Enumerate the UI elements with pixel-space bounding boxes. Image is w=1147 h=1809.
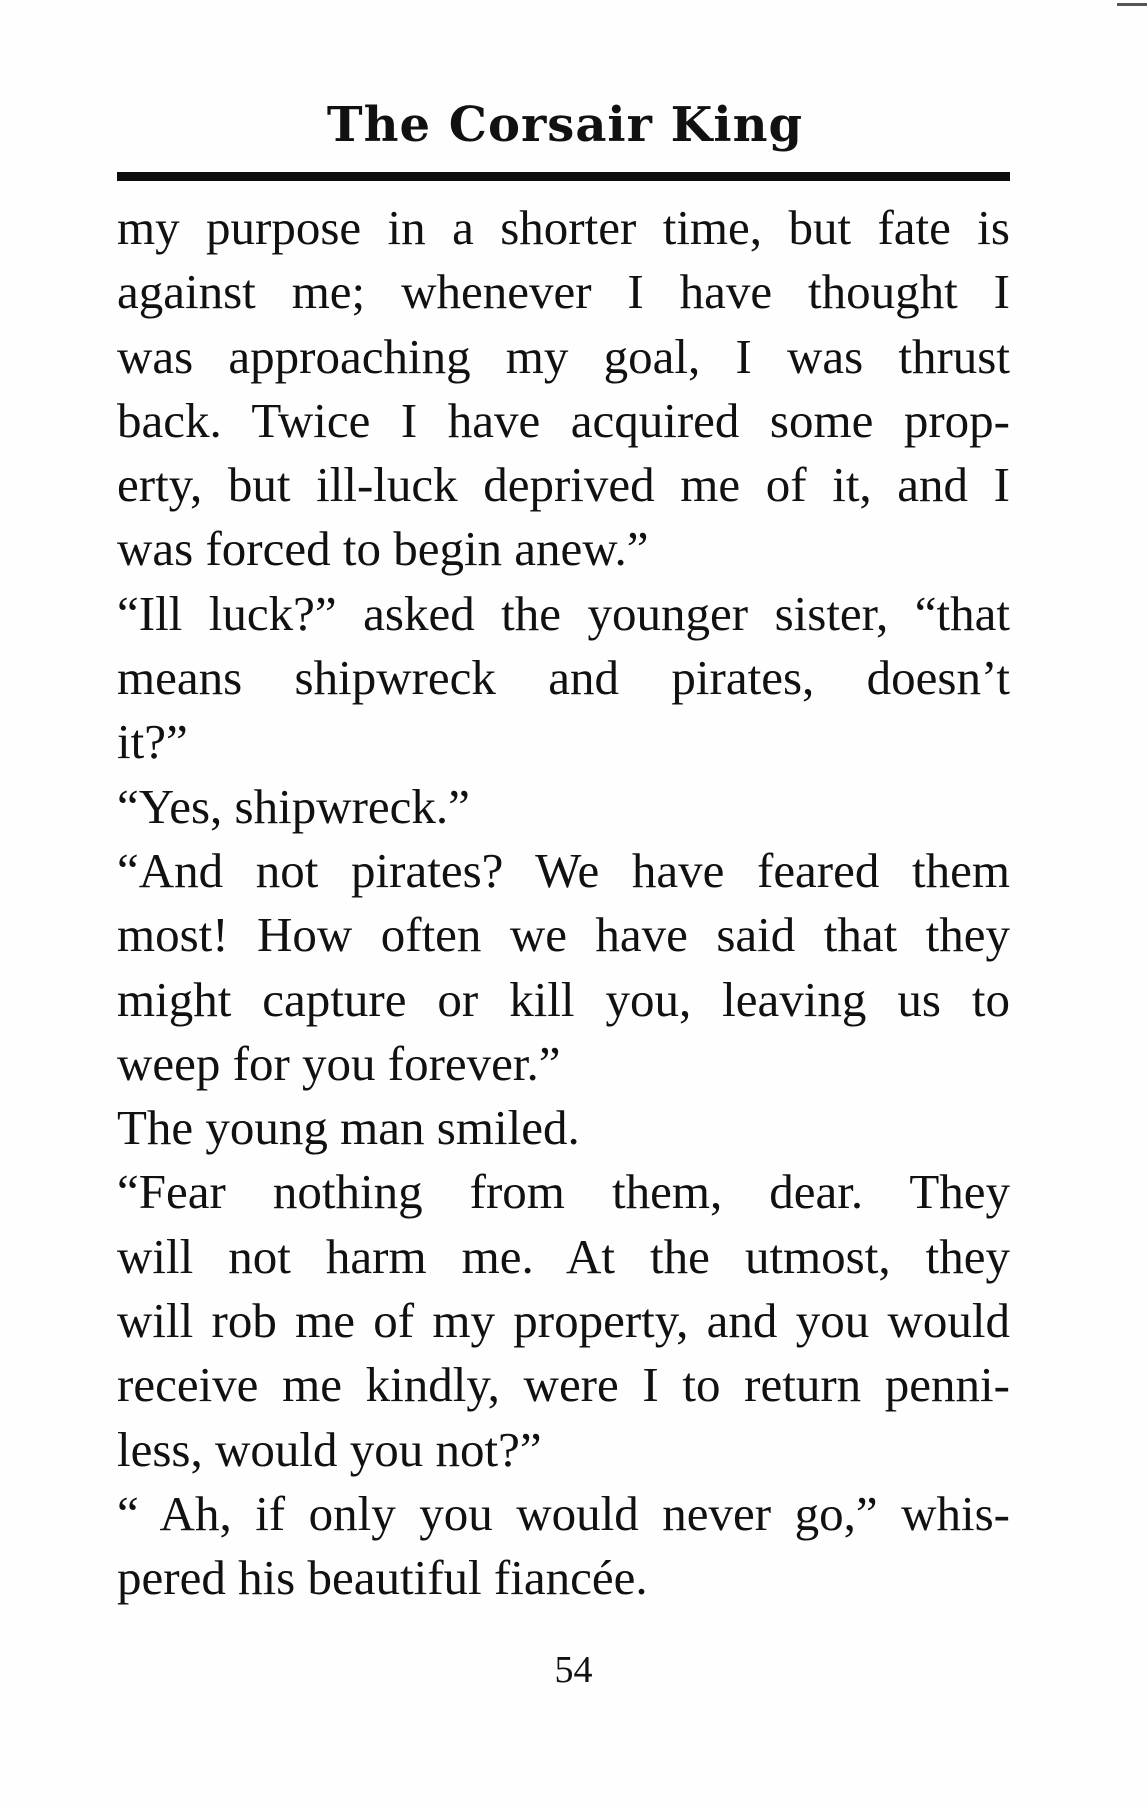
text-line: “ Ah, if only you would never go,” whis- [117,1485,1010,1541]
text-line: will rob me of my property, and you would [117,1293,1010,1349]
text-line: was approaching my goal, I was thrust [117,328,1010,384]
header-rule [117,172,1010,181]
text-line: will not harm me. At the utmost, they [117,1228,1010,1284]
text-line: receive me kindly, were I to return penni- [117,1357,1010,1413]
text-line: weep for you forever.” [117,1035,561,1091]
page-number: 54 [554,1649,593,1691]
text-line: means shipwreck and pirates, doesn’t [117,650,1010,706]
text-line: it?” [117,714,188,770]
text-line: erty, but ill-luck deprived me of it, and I [117,457,1010,513]
text-line: most! How often we have said that they [117,907,1010,963]
body-text [117,196,1010,1611]
text-line: back. Twice I have acquired some prop- [117,392,1010,448]
text-line: against me; whenever I have thought I [117,264,1010,320]
text-line: “And not pirates? We have feared them [117,842,1010,898]
text-line: was forced to begin anew.” [117,521,649,577]
text-line: “Yes, shipwreck.” [117,778,470,834]
text-line: might capture or kill you, leaving us to [117,971,1010,1027]
scan-mark [1117,3,1147,6]
text-line: “Fear nothing from them, dear. They [117,1164,1010,1220]
text-line: my purpose in a shorter time, but fate is [117,200,1010,255]
text-line: The young man smiled. [117,1100,580,1156]
text-line: “Ill luck?” asked the younger sister, “that [117,585,1010,641]
running-title: The Corsair King [326,97,804,153]
text-line: pered his beautiful fiancée. [117,1550,648,1606]
text-line: less, would you not?” [117,1421,542,1477]
